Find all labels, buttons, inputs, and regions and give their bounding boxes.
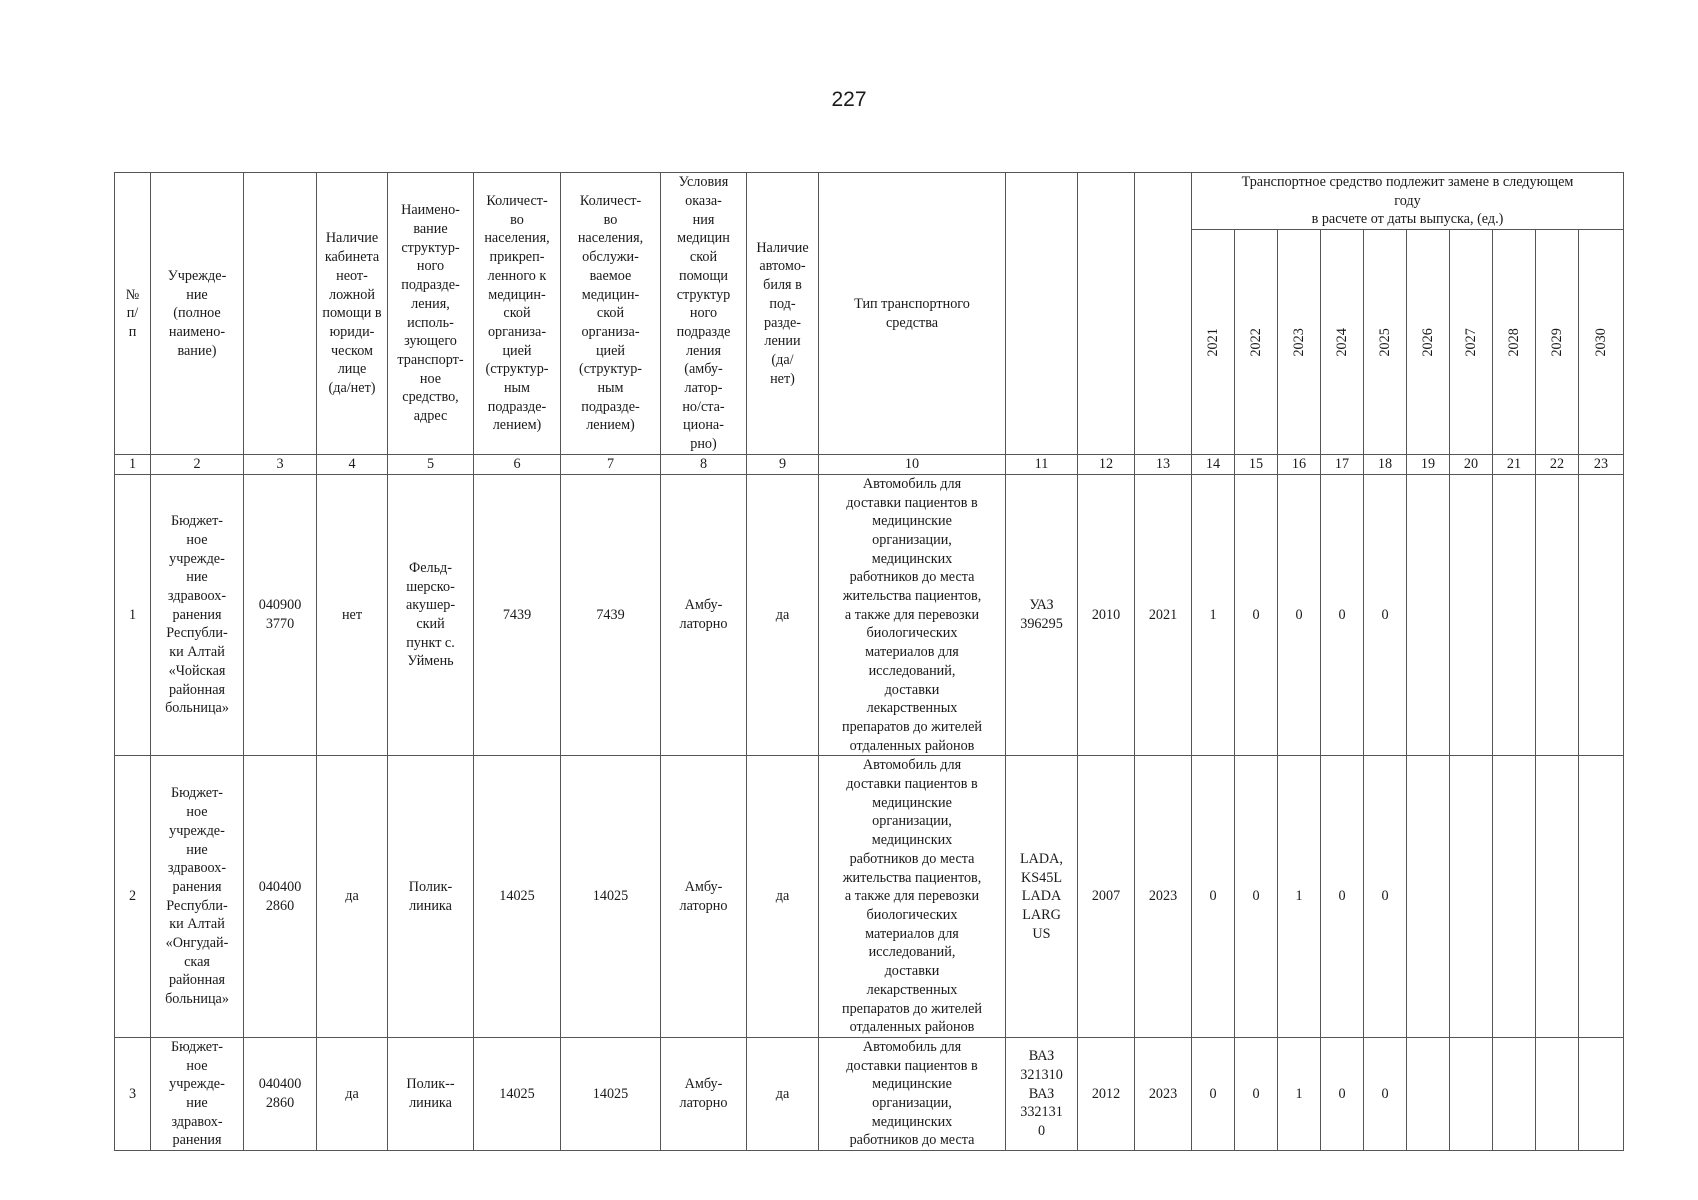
care-conditions: Амбу- латорно [661,1037,747,1150]
header-institution: Учрежде- ние (полное наимено- вание) [151,173,244,455]
column-number: 18 [1364,455,1407,475]
population-served: 7439 [561,474,661,756]
header-year-label: 2028 [1505,327,1522,357]
column-number: 9 [747,455,819,475]
row-number: 2 [115,756,151,1038]
header-year-2027 [1450,230,1493,455]
header-year-label: 2025 [1376,327,1393,357]
header-car-present: Наличие автомо- биля в под- разде- лении (да/ нет) [747,173,819,455]
vehicle-replacement-table [114,172,1624,1151]
year-made: 2007 [1078,756,1135,1038]
column-number: 12 [1078,455,1135,475]
replacement-count-2028 [1493,1037,1536,1150]
column-number: 6 [474,455,561,475]
replacement-count-2025: 0 [1364,756,1407,1038]
replacement-count-2027 [1450,474,1493,756]
vehicle-type: Автомобиль для доставки пациентов в медицинские организации, медицинских работников до места жительства пациентов, а также для перевозки биологических материалов для исследований, доставки лекарственных препаратов до жителей отдаленных районов [819,756,1006,1038]
replacement-count-2030 [1579,1037,1624,1150]
institution-name: Бюджет- ное учрежде- ние здравох- ранения [151,1037,244,1150]
header-year-label: 2029 [1548,327,1565,357]
replacement-count-2029 [1536,474,1579,756]
header-year-label: 2024 [1333,327,1350,357]
header-year-2030 [1579,230,1624,455]
header-year-2028 [1493,230,1536,455]
header-population-served: Количест- во населения, обслужи- ваемое медицин- ской организа- цией (структур- ным подразде- лением) [561,173,661,455]
header-year-2022 [1235,230,1278,455]
header-year-label: 2026 [1419,327,1436,357]
header-year-label: 2023 [1290,327,1307,357]
replacement-count-2028 [1493,756,1536,1038]
institution-code: 040400 2860 [244,756,317,1038]
car-present: да [747,474,819,756]
column-number: 2 [151,455,244,475]
header-year-label: 2021 [1204,327,1221,357]
vehicle-model: ВАЗ 321310 ВАЗ 332131 0 [1006,1037,1078,1150]
column-number: 5 [388,455,474,475]
population-served: 14025 [561,1037,661,1150]
column-number: 14 [1192,455,1235,475]
column-number: 7 [561,455,661,475]
replacement-count-2022: 0 [1235,474,1278,756]
population-attached: 14025 [474,756,561,1038]
column-number: 4 [317,455,388,475]
column-number: 10 [819,455,1006,475]
column-number: 19 [1407,455,1450,475]
column-number: 21 [1493,455,1536,475]
page-number: 227 [831,88,867,111]
replacement-count-2029 [1536,1037,1579,1150]
replacement-count-2024: 0 [1321,474,1364,756]
header-subdivision: Наимено- вание структур- ного подразде- ления, исполь- зующего транспорт- ное средство, адрес [388,173,474,455]
subdivision-name: Фельд- шерско- акушер- ский пункт с. Уймень [388,474,474,756]
emergency-cabinet: да [317,1037,388,1150]
institution-code: 040400 2860 [244,1037,317,1150]
population-attached: 7439 [474,474,561,756]
table-row [115,756,1624,1038]
table-row [115,1037,1624,1150]
replacement-count-2021: 0 [1192,756,1235,1038]
replacement-count-2027 [1450,756,1493,1038]
year-made: 2012 [1078,1037,1135,1150]
header-emergency-cabinet: Наличие кабинета неот- ложной помощи в юриди- ческом лице (да/нет) [317,173,388,455]
replacement-count-2028 [1493,474,1536,756]
replacement-count-2025: 0 [1364,474,1407,756]
emergency-cabinet: нет [317,474,388,756]
header-conditions: Условия оказа- ния медицин ской помощи структур ного подразде ления (амбу- латор- но/ста- циона- рно) [661,173,747,455]
header-year-2024 [1321,230,1364,455]
vehicle-model: УАЗ 396295 [1006,474,1078,756]
column-number: 20 [1450,455,1493,475]
vehicle-type: Автомобиль для доставки пациентов в медицинские организации, медицинских работников до места [819,1037,1006,1150]
replacement-count-2021: 0 [1192,1037,1235,1150]
institution-name: Бюджет- ное учрежде- ние здравоох- ранения Республи- ки Алтай «Онгудай- ская районная больница» [151,756,244,1038]
replacement-count-2026 [1407,1037,1450,1150]
header-replacement-group: Транспортное средство подлежит замене в следующем году в расчете от даты выпуска, (ед.) [1192,173,1624,230]
header-row-top [115,173,1624,230]
replacement-count-2023: 0 [1278,474,1321,756]
column-number: 22 [1536,455,1579,475]
header-population-attached: Количест- во населения, прикреп- ленного к медицин- ской организа- цией (структур- ным подразде- лением) [474,173,561,455]
header-year-label: 2027 [1462,327,1479,357]
replacement-count-2024: 0 [1321,1037,1364,1150]
replacement-count-2026 [1407,756,1450,1038]
header-year-2025 [1364,230,1407,455]
header-year-2021 [1192,230,1235,455]
replacement-count-2022: 0 [1235,1037,1278,1150]
column-number: 1 [115,455,151,475]
header-year-label: 2030 [1592,327,1609,357]
header-vehicle-type: Тип транспортного средства [819,173,1006,455]
year-replace: 2021 [1135,474,1192,756]
header-year-2026 [1407,230,1450,455]
car-present: да [747,1037,819,1150]
replacement-count-2029 [1536,756,1579,1038]
subdivision-name: Полик- линика [388,756,474,1038]
care-conditions: Амбу- латорно [661,756,747,1038]
car-present: да [747,756,819,1038]
header-code [244,173,317,455]
replacement-count-2026 [1407,474,1450,756]
replacement-count-2030 [1579,474,1624,756]
column-number: 13 [1135,455,1192,475]
column-number: 3 [244,455,317,475]
subdivision-name: Полик-- линика [388,1037,474,1150]
population-attached: 14025 [474,1037,561,1150]
institution-code: 040900 3770 [244,474,317,756]
vehicle-type: Автомобиль для доставки пациентов в медицинские организации, медицинских работников до места жительства пациентов, а также для перевозки биологических материалов для исследований, доставки лекарственных препаратов до жителей отдаленных районов [819,474,1006,756]
replacement-count-2025: 0 [1364,1037,1407,1150]
emergency-cabinet: да [317,756,388,1038]
column-number: 8 [661,455,747,475]
care-conditions: Амбу- латорно [661,474,747,756]
replacement-count-2021: 1 [1192,474,1235,756]
column-number: 23 [1579,455,1624,475]
header-year-replace [1135,173,1192,455]
institution-name: Бюджет- ное учрежде- ние здравоох- ранения Республи- ки Алтай «Чойская районная больница» [151,474,244,756]
column-number-row [115,455,1624,475]
header-year-made [1078,173,1135,455]
population-served: 14025 [561,756,661,1038]
row-number: 1 [115,474,151,756]
column-number: 16 [1278,455,1321,475]
row-number: 3 [115,1037,151,1150]
column-number: 17 [1321,455,1364,475]
replacement-count-2024: 0 [1321,756,1364,1038]
year-made: 2010 [1078,474,1135,756]
header-year-2023 [1278,230,1321,455]
replacement-count-2023: 1 [1278,756,1321,1038]
year-replace: 2023 [1135,1037,1192,1150]
header-num: № п/ п [115,173,151,455]
header-model [1006,173,1078,455]
header-year-2029 [1536,230,1579,455]
replacement-count-2022: 0 [1235,756,1278,1038]
replacement-count-2030 [1579,756,1624,1038]
year-replace: 2023 [1135,756,1192,1038]
column-number: 11 [1006,455,1078,475]
header-year-label: 2022 [1247,327,1264,357]
replacement-count-2027 [1450,1037,1493,1150]
table-row [115,474,1624,756]
replacement-count-2023: 1 [1278,1037,1321,1150]
column-number: 15 [1235,455,1278,475]
vehicle-model: LADA, KS45L LADA LARG US [1006,756,1078,1038]
